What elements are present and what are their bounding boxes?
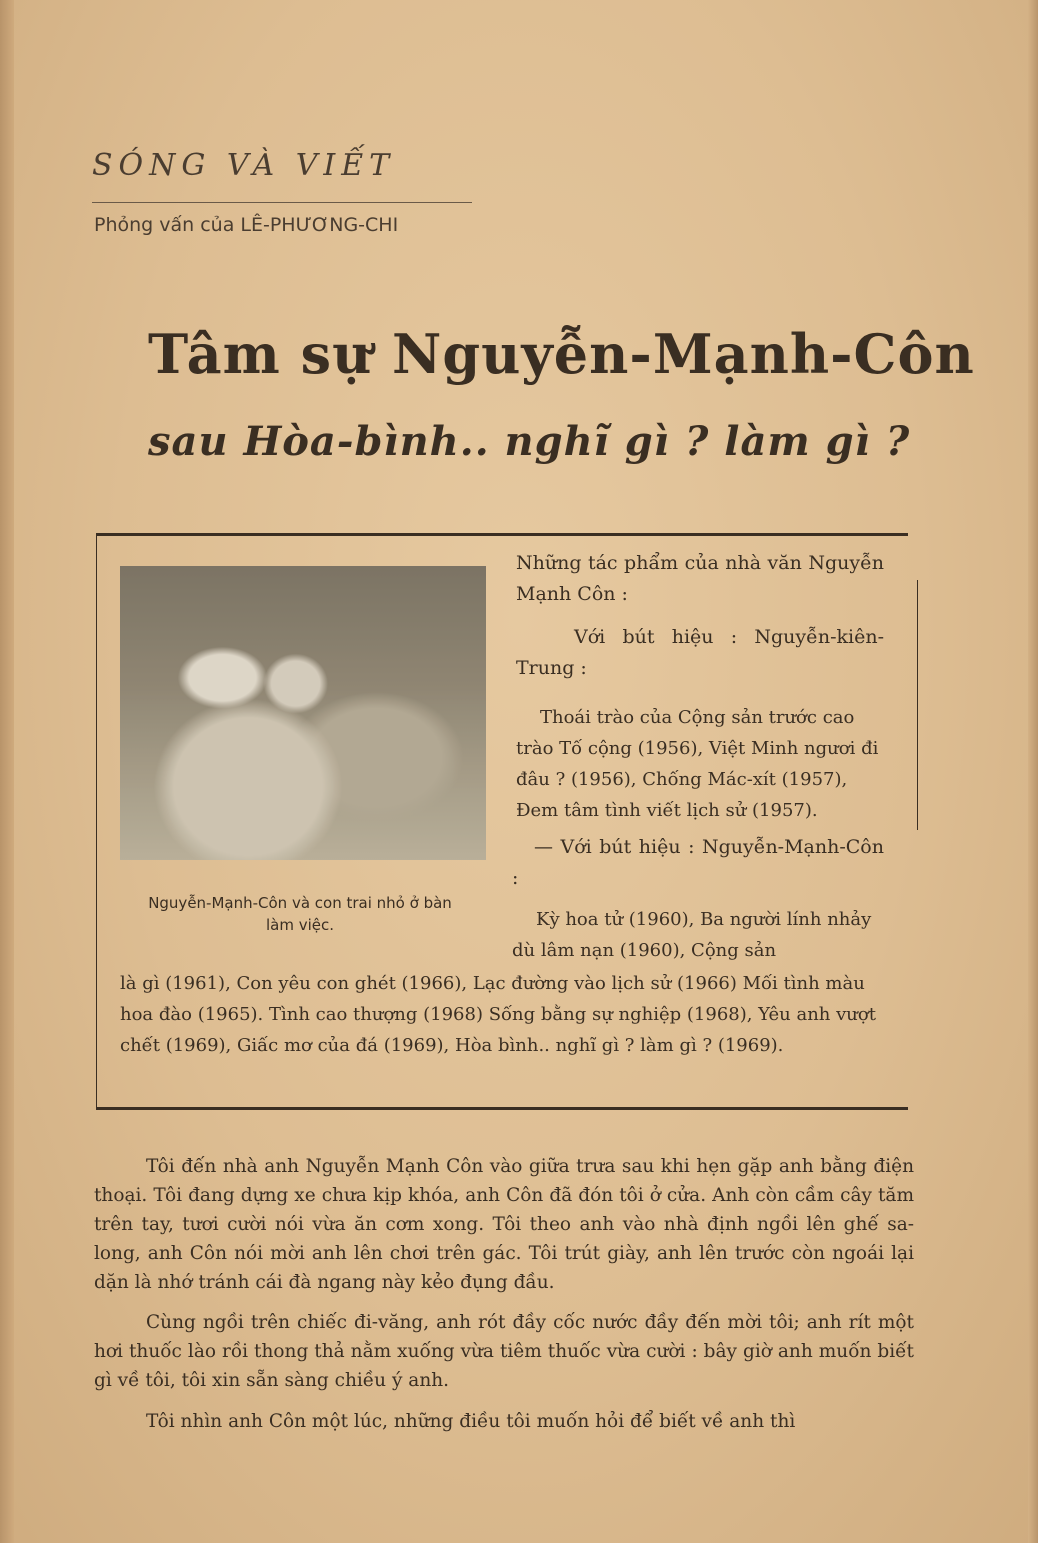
photo-caption: Nguyễn-Mạnh-Côn và con trai nhỏ ở bàn làm việc.: [148, 894, 452, 934]
pen-name-2: — Với bút hiệu : Nguyễn-Mạnh-Côn :: [512, 836, 884, 889]
article-subtitle: sau Hòa-bình.. nghĩ gì ? làm gì ?: [148, 418, 911, 465]
author-photo: [120, 566, 486, 860]
section-heading: SÓNG VÀ VIẾT: [92, 148, 396, 183]
box-rule-left: [96, 533, 97, 1107]
article-title: Tâm sự Nguyễn-Mạnh-Côn: [148, 322, 975, 386]
box-rule-top: [96, 533, 908, 536]
body-paragraph-1: Tôi đến nhà anh Nguyễn Mạnh Côn vào giữa trưa sau khi hẹn gặp anh bằng điện thoại. Tôi đang dựng xe chưa kịp khóa, anh Côn đã đón tôi ở cửa. Anh còn cầm cây tăm trên tay, tươi cười nói vừa ăn cơm xong. Tôi theo anh vào nhà định ngồi lên ghế sa-long, anh Côn nói mời anh lên chơi trên gác. Tôi trút giày, anh lên trước còn ngoái lại dặn là nhớ tránh cái đà ngang này kẻo đụng đầu.: [94, 1156, 914, 1293]
page-edge-right: [1028, 0, 1038, 1543]
page-edge-left: [0, 0, 14, 1543]
works-list-2a: Kỳ hoa tử (1960), Ba người lính nhảy dù lâm nạn (1960), Cộng sản: [512, 909, 872, 961]
header-rule: [92, 202, 472, 203]
box-rule-bottom: [96, 1107, 908, 1110]
body-paragraph-2: Cùng ngồi trên chiếc đi-văng, anh rót đầy cốc nước đầy đến mời tôi; anh rít một hơi thuốc lào rồi thong thả nằm xuống vừa tiêm thuốc vừa cười : bây giờ anh muốn biết gì về tôi, tôi xin sẵn sàng chiều ý anh.: [94, 1312, 914, 1391]
works-list-1: Thoái trào của Cộng sản trước cao trào Tố cộng (1956), Việt Minh ngươi đi đâu ? (1956), Chống Mác-xít (1957), Đem tâm tình viết lịch sử (1957).: [516, 707, 879, 821]
pen-name-1: Với bút hiệu : Nguyễn-kiên-Trung :: [516, 626, 884, 679]
box-rule-right: [917, 580, 918, 830]
body-paragraph-3: Tôi nhìn anh Côn một lúc, những điều tôi muốn hỏi để biết về anh thì: [146, 1411, 796, 1432]
works-list-2b: là gì (1961), Con yêu con ghét (1966), Lạc đường vào lịch sử (1966) Mối tình màu hoa đào (1965). Tình cao thượng (1968) Sống bằng sự nghiệp (1968), Yêu anh vượt chết (1969), Giấc mơ của đá (1969), Hòa bình.. nghĩ gì ? làm gì ? (1969).: [120, 973, 876, 1056]
works-intro: Những tác phẩm của nhà văn Nguyễn Mạnh Côn :: [516, 552, 884, 605]
byline: Phỏng vấn của LÊ-PHƯƠNG-CHI: [94, 214, 399, 236]
